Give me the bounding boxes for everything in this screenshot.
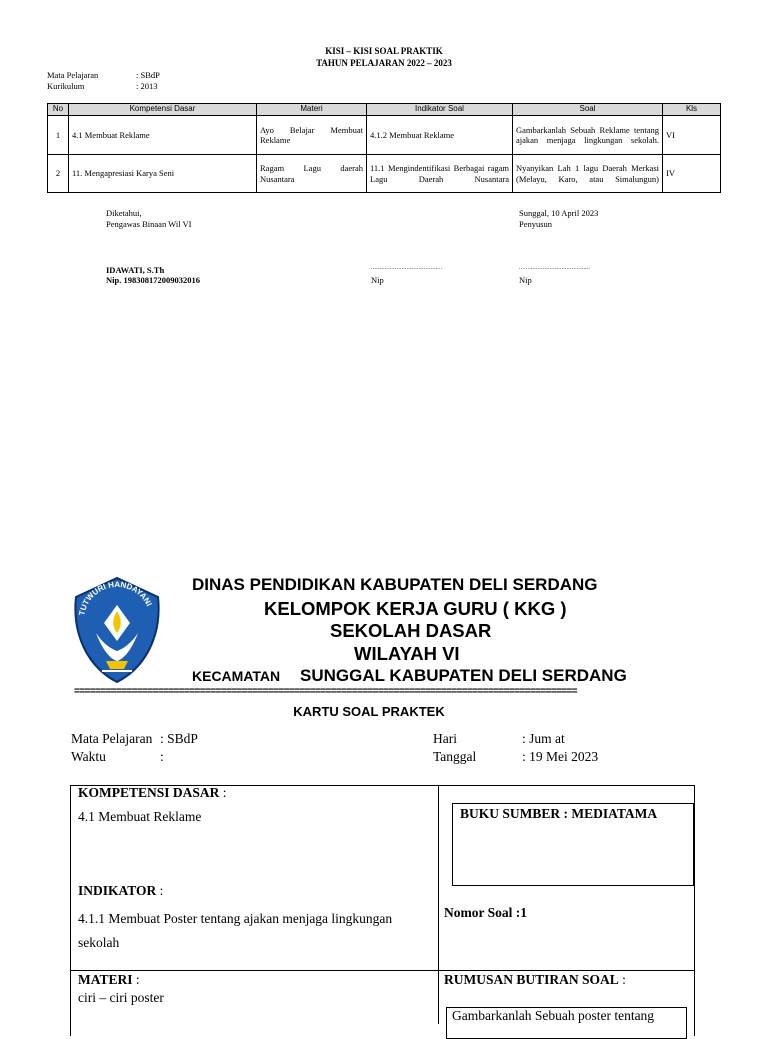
kop-line-2: KELOMPOK KERJA GURU ( KKG ) <box>264 598 567 619</box>
indikator-value: 4.1.1 Membuat Poster tentang ajakan menjaga lingkungan sekolah <box>78 911 393 950</box>
pengawas-label: Pengawas Binaan Wil VI <box>106 219 192 229</box>
kop-line-5b: SUNGGAL KABUPATEN DELI SERDANG <box>300 666 627 685</box>
kop-line-4: WILAYAH VI <box>354 643 460 664</box>
cell-no: 1 <box>48 116 69 155</box>
kartu-mapel-label: Mata Pelajaran <box>71 731 153 746</box>
mapel-value: : SBdP <box>136 70 160 80</box>
rumusan-value: Gambarkanlah Sebuah poster tentang <box>452 1008 655 1023</box>
cell-kd: 11. Mengapresiasi Karya Seni <box>69 155 257 193</box>
kop-line-3: SEKOLAH DASAR <box>330 620 492 641</box>
rumusan-heading: RUMUSAN BUTIRAN SOAL : <box>444 972 626 987</box>
kisi-title: KISI – KISI SOAL PRAKTIK <box>325 46 443 56</box>
cell-kls: IV <box>663 155 721 193</box>
materi-heading: MATERI : <box>78 972 140 987</box>
tanggal-ttd: Sunggal, 10 April 2023 <box>519 208 599 218</box>
cell-materi: Ayo Belajar Membuat Reklame <box>257 116 367 155</box>
kartu-mapel-value: : SBdP <box>160 731 198 746</box>
nama-pengawas: IDAWATI, S.Th <box>106 265 165 275</box>
penyusun-label: Penyusun <box>519 219 553 229</box>
cell-no: 2 <box>48 155 69 193</box>
signature-line: .......................................... <box>371 265 443 271</box>
cell-indikator: 4.1.2 Membuat Reklame <box>367 116 513 155</box>
kartu-title: KARTU SOAL PRAKTEK <box>293 704 445 719</box>
cell-indikator: 11.1 Mengindentifikasi Berbagai ragam Lagu Daerah Nusantara <box>367 155 513 193</box>
kartu-tanggal-value: : 19 Mei 2023 <box>522 749 599 764</box>
kd-value: 4.1 Membuat Reklame <box>78 809 202 824</box>
col-header-kd: Kompetensi Dasar <box>69 104 257 116</box>
nomor-soal: Nomor Soal :1 <box>444 905 527 920</box>
cell-soal: Gambarkanlah Sebuah Reklame tentang ajakan menjaga lingkungan sekolah. <box>513 116 663 155</box>
col-header-soal: Soal <box>513 104 663 116</box>
kartu-tanggal-label: Tanggal <box>433 749 477 764</box>
kurikulum-label: Kurikulum <box>47 81 85 91</box>
svg-text:TUTWURI HANDAYANI: TUTWURI HANDAYANI <box>77 579 154 617</box>
kartu-waktu-value: : <box>160 749 164 764</box>
kartu-hari-value: : Jum at <box>522 731 565 746</box>
kd-heading: KOMPETENSI DASAR : <box>78 785 227 800</box>
table-row <box>48 116 721 155</box>
nip-pengawas: Nip. 198308172009032016 <box>106 275 200 285</box>
cell-soal: Nyanyikan Lah 1 lagu Daerah Merkasi (Melayu, Karo, atau Simalungun) <box>513 155 663 193</box>
col-header-indikator: Indikator Soal <box>367 104 513 116</box>
nip-label: Nip <box>371 275 384 285</box>
indikator-heading: INDIKATOR : <box>78 883 164 898</box>
mapel-label: Mata Pelajaran <box>47 70 99 80</box>
col-header-kls: Kls <box>663 104 721 116</box>
kartu-divider <box>438 785 439 1024</box>
cell-materi: Ragam Lagu daerah Nusantara <box>257 155 367 193</box>
kartu-hari-label: Hari <box>433 731 457 746</box>
nip-label: Nip <box>519 275 532 285</box>
kisi-subtitle: TAHUN PELAJARAN 2022 – 2023 <box>316 58 452 68</box>
table-row <box>48 155 721 193</box>
kartu-waktu-label: Waktu <box>71 749 106 764</box>
kurikulum-value: : 2013 <box>136 81 158 91</box>
diketahui-label: Diketahui, <box>106 208 142 218</box>
cell-kd: 4.1 Membuat Reklame <box>69 116 257 155</box>
signature-line: .......................................... <box>519 265 591 271</box>
buku-sumber: BUKU SUMBER : MEDIATAMA <box>460 806 658 821</box>
kop-line-5a: KECAMATAN <box>192 668 281 684</box>
kisi-header-row <box>48 104 721 116</box>
col-header-materi: Materi <box>257 104 367 116</box>
kop-separator: ================================================================================================ <box>74 686 578 697</box>
col-header-no: No <box>48 104 69 116</box>
kop-line-1: DINAS PENDIDIKAN KABUPATEN DELI SERDANG <box>192 575 598 594</box>
tut-wuri-handayani-logo <box>66 575 168 685</box>
materi-value: ciri – ciri poster <box>78 990 164 1005</box>
cell-kls: VI <box>663 116 721 155</box>
kisi-table <box>47 103 721 193</box>
kartu-row-divider <box>70 970 694 971</box>
